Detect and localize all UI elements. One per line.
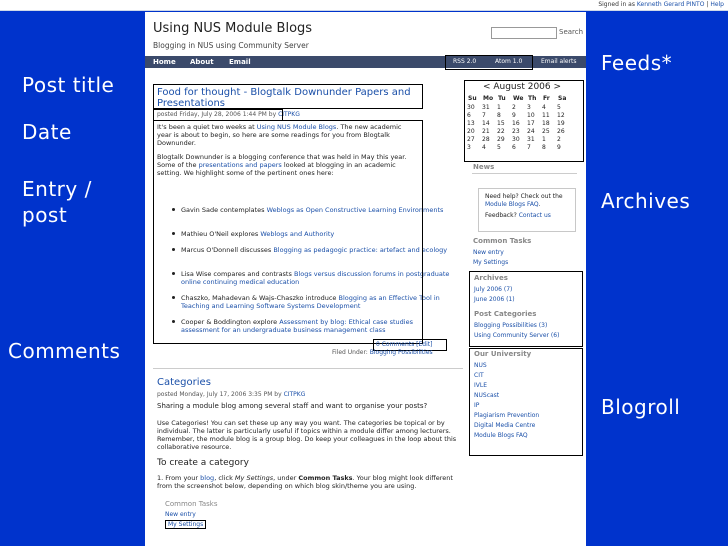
- blog-title[interactable]: Using NUS Module Blogs: [153, 21, 313, 36]
- annotation-entry-line1: Entry /: [22, 177, 92, 201]
- calendar-day[interactable]: 30: [467, 103, 475, 111]
- item-link[interactable]: Weblogs as Open Constructive Learning Environments: [266, 206, 444, 214]
- calendar-highlight-box: [464, 80, 584, 162]
- calendar-day[interactable]: 6: [512, 143, 516, 151]
- post-filed-under: [332, 349, 433, 356]
- blogroll-link[interactable]: CIT: [474, 372, 484, 379]
- calendar-day[interactable]: 11: [542, 111, 550, 119]
- post-text: It's been a quiet two weeks at: [157, 123, 255, 131]
- post-text: Common Tasks: [298, 474, 353, 482]
- calendar-day[interactable]: 31: [482, 103, 490, 111]
- signed-in-text: [598, 1, 724, 8]
- archives-highlight-box: [469, 271, 583, 347]
- day-header: Mo: [483, 95, 494, 102]
- screenshot-heading: Common Tasks: [165, 500, 218, 508]
- item-text: Marcus O'Donnell discusses: [181, 246, 272, 254]
- item-text: Chaszko, Mahadevan & Wajs-Chaszko introduce: [181, 294, 337, 302]
- calendar-day[interactable]: 13: [467, 119, 475, 127]
- post-2-subheading: To create a category: [157, 458, 249, 468]
- day-header: Fr: [543, 95, 550, 102]
- calendar-day[interactable]: 31: [527, 135, 535, 143]
- item-text: Mathieu O'Neil explores: [181, 230, 259, 238]
- post-text: 1. From your: [157, 474, 199, 482]
- item-link[interactable]: Weblogs and Authority: [260, 230, 335, 238]
- calendar-day[interactable]: 25: [542, 127, 550, 135]
- annotation-blogroll: Blogroll: [601, 395, 681, 419]
- post-2-screenshot: [157, 500, 462, 529]
- annotation-entry-line2: post: [22, 203, 68, 227]
- archive-link[interactable]: July 2006 (7): [474, 286, 513, 293]
- calendar-title[interactable]: < August 2006 >: [482, 82, 562, 92]
- faq-text: .: [538, 201, 541, 208]
- calendar-day[interactable]: 24: [527, 127, 535, 135]
- calendar-day[interactable]: 9: [512, 111, 516, 119]
- calendar-day[interactable]: 1: [497, 103, 501, 111]
- calendar-day[interactable]: 2: [557, 135, 561, 143]
- search-button[interactable]: Search: [559, 28, 584, 36]
- item-text: Lisa Wise compares and contrasts: [181, 270, 292, 278]
- calendar-day[interactable]: 7: [482, 111, 486, 119]
- faq-text: Need help? Check out the: [485, 193, 563, 200]
- calendar-day[interactable]: 21: [482, 127, 490, 135]
- atom-feed-link[interactable]: Atom 1.0: [495, 58, 523, 65]
- category-link[interactable]: Using Community Server (6): [474, 332, 560, 339]
- calendar-day[interactable]: 27: [467, 135, 475, 143]
- calendar-day[interactable]: 14: [482, 119, 490, 127]
- post-2: [157, 377, 462, 529]
- item-link[interactable]: Assessment by blog: Ethical case studies assessment for an undergraduate business management class: [181, 318, 413, 334]
- blogroll-link[interactable]: NUScast: [474, 392, 500, 399]
- nav-email[interactable]: Email: [229, 58, 251, 66]
- faq-link[interactable]: Module Blogs FAQ: [485, 201, 539, 208]
- post-2-date: posted Monday, July 17, 2006 3:35 PM by: [157, 391, 282, 398]
- calendar-day[interactable]: 5: [557, 103, 561, 111]
- blogroll-link[interactable]: Module Blogs FAQ: [474, 432, 528, 439]
- contact-link[interactable]: Contact us: [518, 212, 551, 219]
- item-link[interactable]: Blogging as pedagogic practice: artefact and ecology: [273, 246, 448, 254]
- calendar-day[interactable]: 16: [512, 119, 520, 127]
- post-title-link[interactable]: Food for thought - Blogtalk Downunder Papers and Presentations: [157, 87, 411, 109]
- blogroll-link[interactable]: Plagiarism Prevention: [474, 412, 540, 419]
- blog-page: [145, 12, 586, 546]
- archive-link[interactable]: June 2006 (1): [474, 296, 515, 303]
- faq-box: [478, 188, 576, 232]
- day-header: Su: [468, 95, 477, 102]
- calendar-day[interactable]: 3: [527, 103, 531, 111]
- calendar-day[interactable]: 3: [467, 143, 471, 151]
- common-tasks-heading: Common Tasks: [473, 237, 532, 245]
- post-title-highlight-box: [153, 84, 423, 109]
- calendar-day[interactable]: 5: [497, 143, 501, 151]
- blog-subtitle: Blogging in NUS using Community Server: [153, 41, 309, 50]
- post-text: . The new academic year is about to begin, so here are some readings for you from Blogtalk Downunder.: [157, 123, 402, 147]
- calendar-day[interactable]: 20: [467, 127, 475, 135]
- blogroll-highlight-box: [469, 348, 583, 456]
- signed-in-label: Signed in as: [598, 1, 635, 8]
- item-link[interactable]: Blogs versus discussion forums in postgraduate online continuing medical education: [181, 270, 450, 286]
- calendar-day[interactable]: 9: [557, 143, 561, 151]
- annotation-comments: Comments: [8, 339, 121, 363]
- nav-home[interactable]: Home: [153, 58, 176, 66]
- divider: [472, 173, 577, 174]
- post-2-author-link[interactable]: CITPKG: [283, 391, 306, 398]
- calendar-day[interactable]: 28: [482, 135, 490, 143]
- calendar-day[interactable]: 22: [497, 127, 505, 135]
- post-date-text: posted Friday, July 28, 2006 1:44 PM by: [157, 111, 277, 118]
- calendar-day[interactable]: 8: [497, 111, 501, 119]
- item-link[interactable]: Blogging as an Effective Tool in Teaching and Learning Software Systems Development: [181, 294, 440, 310]
- calendar-day[interactable]: 2: [512, 103, 516, 111]
- day-header: Tu: [498, 95, 506, 102]
- feeds-highlight-box: [445, 55, 533, 70]
- blogroll-heading: Our University: [474, 350, 532, 358]
- post-2-text: Use Categories! You can set these up any way you want. The categories be topical or by individual. The latter is particularly useful if topics within a module differ among lecturers. Remember, the module blog is a group blog. Do keep your colleagues in the loop about this collaborative resource.: [157, 419, 457, 451]
- post-inline-link[interactable]: presentations and papers: [198, 161, 282, 169]
- post-text: , under: [273, 474, 297, 482]
- calendar-day[interactable]: 8: [542, 143, 546, 151]
- blogroll-link[interactable]: IVLE: [474, 382, 488, 389]
- calendar-day[interactable]: 4: [482, 143, 486, 151]
- blogroll-link[interactable]: IP: [474, 402, 480, 409]
- filed-under-label: Filed Under:: [332, 349, 368, 356]
- annotation-feeds: Feeds*: [601, 51, 673, 75]
- email-alerts-link[interactable]: Email alerts: [541, 58, 577, 65]
- calendar-day[interactable]: 4: [542, 103, 546, 111]
- nav-about[interactable]: About: [190, 58, 214, 66]
- annotation-post-title: Post title: [22, 73, 115, 97]
- annotation-entry: [22, 176, 92, 228]
- day-header: We: [513, 95, 524, 102]
- calendar-day[interactable]: 7: [527, 143, 531, 151]
- news-heading: News: [473, 163, 495, 171]
- blogroll-link[interactable]: Digital Media Centre: [474, 422, 536, 429]
- item-text: Cooper & Boddington explore: [181, 318, 278, 326]
- annotation-archives: Archives: [601, 189, 691, 213]
- calendar-day[interactable]: 18: [542, 119, 550, 127]
- blogroll-link[interactable]: NUS: [474, 362, 487, 369]
- signed-in-bar: [0, 0, 728, 11]
- calendar-day[interactable]: 29: [497, 135, 505, 143]
- annotation-date: Date: [22, 120, 72, 144]
- post-divider: [153, 368, 463, 369]
- new-entry-link[interactable]: New entry: [473, 249, 504, 256]
- item-text: Gavin Sade contemplates: [181, 206, 265, 214]
- calendar-day[interactable]: 30: [512, 135, 520, 143]
- screenshot-new-entry: New entry: [165, 511, 196, 518]
- post-text: Blogtalk Downunder is a blogging conference that was held in May this year. Some of the: [157, 153, 407, 169]
- archives-heading: Archives: [474, 274, 508, 282]
- post-text: . Your blog might look different from the screenshot below, depending on which blog skin/theme you are using.: [157, 474, 453, 490]
- day-header: Th: [528, 95, 537, 102]
- post-2-title[interactable]: Categories: [157, 377, 211, 388]
- post-text: , click: [214, 474, 233, 482]
- separator: |: [706, 1, 709, 8]
- calendar-day[interactable]: 12: [557, 111, 565, 119]
- search-input[interactable]: [491, 27, 557, 39]
- calendar-day[interactable]: 10: [527, 111, 535, 119]
- help-link[interactable]: Help: [710, 1, 724, 8]
- edit-link[interactable]: [Edit]: [416, 341, 433, 348]
- my-settings-link[interactable]: My Settings: [473, 259, 509, 266]
- post-2-text: Sharing a module blog among several staff and want to organise your posts?: [157, 402, 428, 410]
- day-header: Sa: [558, 95, 567, 102]
- entry-highlight-box: [153, 120, 423, 344]
- post-inline-link[interactable]: blog: [200, 474, 215, 482]
- post-author-link[interactable]: CITPKG: [278, 111, 300, 118]
- user-link[interactable]: Kenneth Gerard PINTO: [636, 1, 705, 8]
- post-2-step: [157, 474, 462, 490]
- comments-link[interactable]: 0 Comments: [376, 341, 415, 348]
- feedback-label: Feedback?: [485, 212, 517, 219]
- calendar-day[interactable]: 1: [542, 135, 546, 143]
- category-link[interactable]: Blogging Possibilities (3): [474, 322, 548, 329]
- common-tasks: [473, 237, 583, 268]
- rss-feed-link[interactable]: RSS 2.0: [453, 58, 477, 65]
- screenshot-my-settings: My Settings: [165, 520, 206, 529]
- post-text: My Settings: [234, 474, 274, 482]
- calendar-day[interactable]: 15: [497, 119, 505, 127]
- categories-heading: Post Categories: [474, 310, 537, 318]
- calendar-day[interactable]: 6: [467, 111, 471, 119]
- post-inline-link[interactable]: Using NUS Module Blogs: [256, 123, 337, 131]
- calendar-day[interactable]: 26: [557, 127, 565, 135]
- calendar-day[interactable]: 17: [527, 119, 535, 127]
- calendar-day[interactable]: 23: [512, 127, 520, 135]
- post-text: looked at blogging in an academic setting. We highlight some of the pertinent ones here:: [157, 161, 396, 177]
- calendar-day[interactable]: 19: [557, 119, 565, 127]
- category-link[interactable]: Blogging Possibilities: [369, 349, 433, 356]
